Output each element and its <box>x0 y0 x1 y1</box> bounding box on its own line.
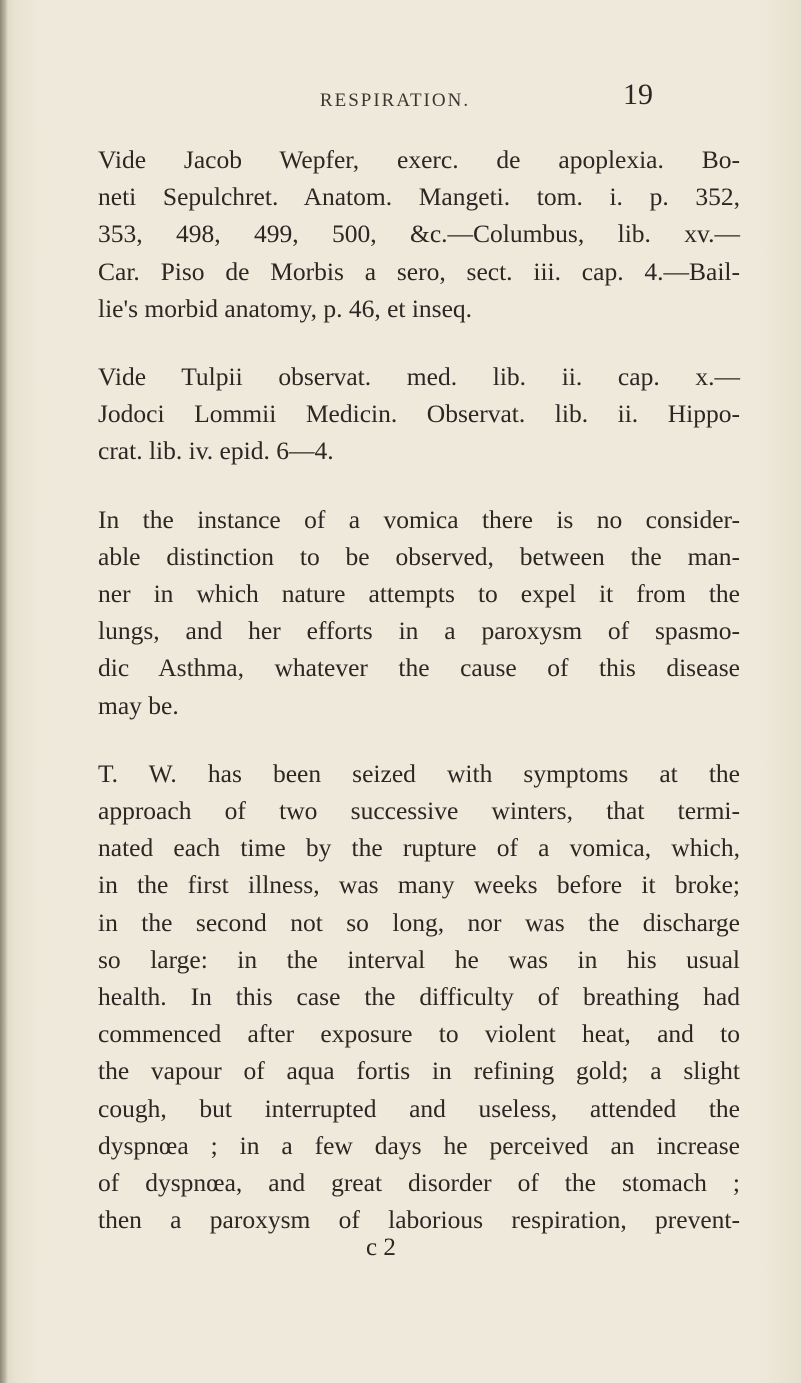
paragraph-references-2 <box>70 358 740 470</box>
text-line: commenced after exposure to violent heat, and to <box>98 1019 740 1049</box>
running-head: RESPIRATION. <box>319 90 471 111</box>
text-line: Vide Jacob Wepfer, exerc. de apoplexia. Bo- <box>98 145 740 174</box>
text-line: neti Sepulchret. Anatom. Mangeti. tom. i. p. 352, <box>98 182 740 212</box>
page-gutter-shadow <box>0 0 8 1383</box>
text-line: ner in which nature attempts to expel it from the <box>98 579 740 609</box>
text-line: approach of two successive winters, that termi- <box>98 796 740 826</box>
text-line: lie's morbid anatomy, p. 46, et inseq. <box>98 293 473 323</box>
text-line: In the instance of a vomica there is no consider- <box>98 504 740 534</box>
text-line: dic Asthma, whatever the cause of this disease <box>98 653 740 683</box>
page-number: 19 <box>623 78 653 111</box>
text-line: dyspnœa ; in a few days he perceived an increase <box>98 1130 740 1160</box>
text-line: Vide Tulpii observat. med. lib. ii. cap. x.— <box>98 362 740 392</box>
text-line: able distinction to be observed, between the man- <box>98 541 740 571</box>
text-line: Jodoci Lommii Medicin. Observat. lib. ii. Hippo- <box>98 399 740 429</box>
text-line: of dyspnœa, and great disorder of the stomach ; <box>98 1168 740 1198</box>
text-line: nated each time by the rupture of a vomica, which, <box>98 833 740 863</box>
text-line: health. In this case the difficulty of breathing had <box>98 982 740 1012</box>
text-line: then a paroxysm of laborious respiration, prevent- <box>98 1205 740 1235</box>
text-line: Car. Piso de Morbis a sero, sect. iii. cap. 4.—Bail- <box>98 256 740 286</box>
text-line: lungs, and her efforts in a paroxysm of spasmo- <box>98 616 740 646</box>
text-line: in the first illness, was many weeks before it broke; <box>98 870 740 900</box>
text-line: crat. lib. iv. epid. 6—4. <box>98 436 334 466</box>
text-line: cough, but interrupted and useless, attended the <box>98 1093 740 1123</box>
page-header <box>0 74 801 124</box>
paragraph-case-tw <box>70 755 740 1239</box>
text-line: may be. <box>98 690 179 720</box>
text-line: so large: in the interval he was in his usual <box>98 944 740 974</box>
paragraph-vomica <box>70 501 740 724</box>
text-line: the vapour of aqua fortis in refining gold; a slight <box>98 1056 740 1086</box>
text-line: T. W. has been seized with symptoms at the <box>98 758 740 788</box>
body-text <box>70 141 740 1269</box>
signature-mark: c 2 <box>366 1234 396 1261</box>
text-line: in the second not so long, nor was the discharge <box>98 907 740 937</box>
paragraph-references-1 <box>70 141 740 327</box>
text-line: 353, 498, 499, 500, &c.—Columbus, lib. xv.— <box>98 219 740 249</box>
